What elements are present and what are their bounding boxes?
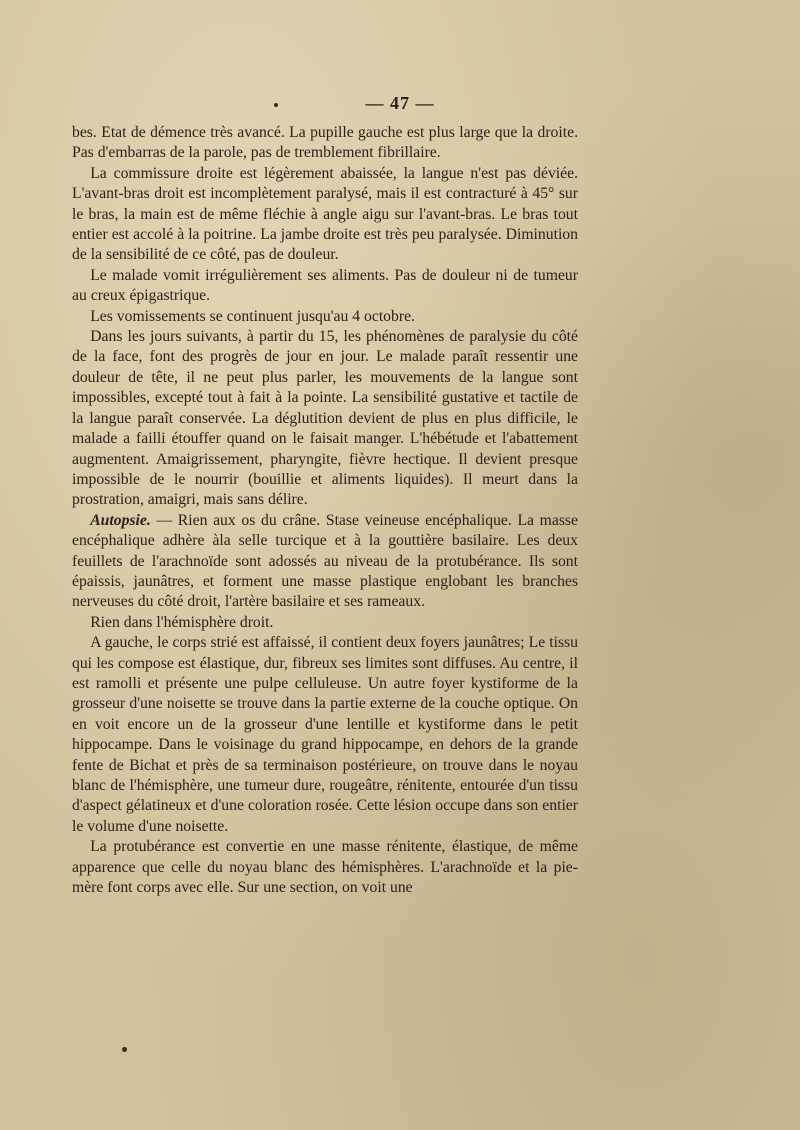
paragraph-text: bes. Etat de démence très avancé. La pupille gauche est plus large que la droite. Pas d'embarras de la parole, pas de tremblement fibrillaire. xyxy=(72,124,578,162)
paragraph xyxy=(72,511,578,613)
page-number: — 47 — xyxy=(365,93,435,113)
ink-speck xyxy=(122,1047,127,1052)
paragraph-text: La protubérance est convertie en une masse rénitente, élastique, de même apparence que celle du noyau blanc des hémisphères. L'arachnoïde et la pie-mère font corps avec elle. Sur une section, on voit une xyxy=(72,838,578,897)
paragraph xyxy=(72,164,578,266)
paragraph xyxy=(72,633,578,837)
paragraph-text: Le malade vomit irrégulièrement ses aliments. Pas de douleur ni de tumeur au creux épigastrique. xyxy=(72,266,578,305)
paragraph xyxy=(72,123,578,164)
paragraph-text: La commissure droite est légèrement abaissée, la langue n'est pas déviée. L'avant-bras droit est incomplètement paralysé, mais il est contracturé à 45° sur le bras, la main est de même fléchie à angle aigu sur l'avant-bras. Le bras tout entier est accolé à la poitrine. La jambe droite est très peu paralysée. Diminution de la sensibilité de ce côté, pas de douleur. xyxy=(72,164,578,264)
paragraph xyxy=(72,266,578,307)
paragraph xyxy=(72,307,578,327)
paragraph xyxy=(72,327,578,511)
paragraph xyxy=(72,613,578,633)
paragraph-text: Les vomissements se continuent jusqu'au 4 octobre. xyxy=(90,307,415,325)
body-text xyxy=(72,123,578,898)
paragraph-text: — Rien aux os du crâne. Stase veineuse encéphalique. La masse encéphalique adhère àla selle turcique et à la gouttière basilaire. Les deux feuillets de l'arachnoïde sont adossés au niveau de la protubérance. Ils sont épaissis, jaunâtres, et forment une masse plastique englobant les branches nerveuses du côté droit, l'artère basilaire et ses rameaux. xyxy=(72,511,578,611)
paragraph-text: Dans les jours suivants, à partir du 15, les phénomènes de paralysie du côté de la face, font des progrès de jour en jour. Le malade paraît ressentir une douleur de tête, il ne peut plus parler, les mouvements de la langue sont impossibles, excepté tout à fait à la pointe. La sensibilité gustative et tactile de la langue paraît conservée. La déglutition devient de plus en plus difficile, le malade a failli étouffer quand on le faisait manger. L'hébétude et l'abattement augmentent. Amaigrissement, pharyngite, fièvre hectique. Il devient presque impossible de le nourrir (bouillie et aliments liquides). Il meurt dans la prostration, amaigri, mais sans délire. xyxy=(72,328,578,509)
paragraph-text: A gauche, le corps strié est affaissé, il contient deux foyers jaunâtres; Le tissu qui les compose est élastique, dur, fibreux ses limites sont diffuses. Au centre, il est ramolli et présente une pulpe celluleuse. Un autre foyer kystiforme de la grosseur d'une noisette se trouve dans la partie externe de la couche optique. On en voit encore un de la grosseur d'une lentille et kystiforme dans le petit hippocampe. Dans le voisinage du grand hippocampe, en dehors de la grande fente de Bichat et près de sa terminaison postérieure, on trouve dans le noyau blanc de l'hémisphère, une tumeur dure, rougeâtre, rénitente, entourée d'un tissu d'aspect gélatineux et d'une coloration rosée. Cette lésion occupe dans son entier le volume d'une noisette. xyxy=(72,634,578,835)
section-lead: Autopsie. xyxy=(90,511,151,529)
paragraph-text: Rien dans l'hémisphère droit. xyxy=(90,613,274,631)
ink-speck xyxy=(274,103,278,107)
paragraph xyxy=(72,837,578,898)
